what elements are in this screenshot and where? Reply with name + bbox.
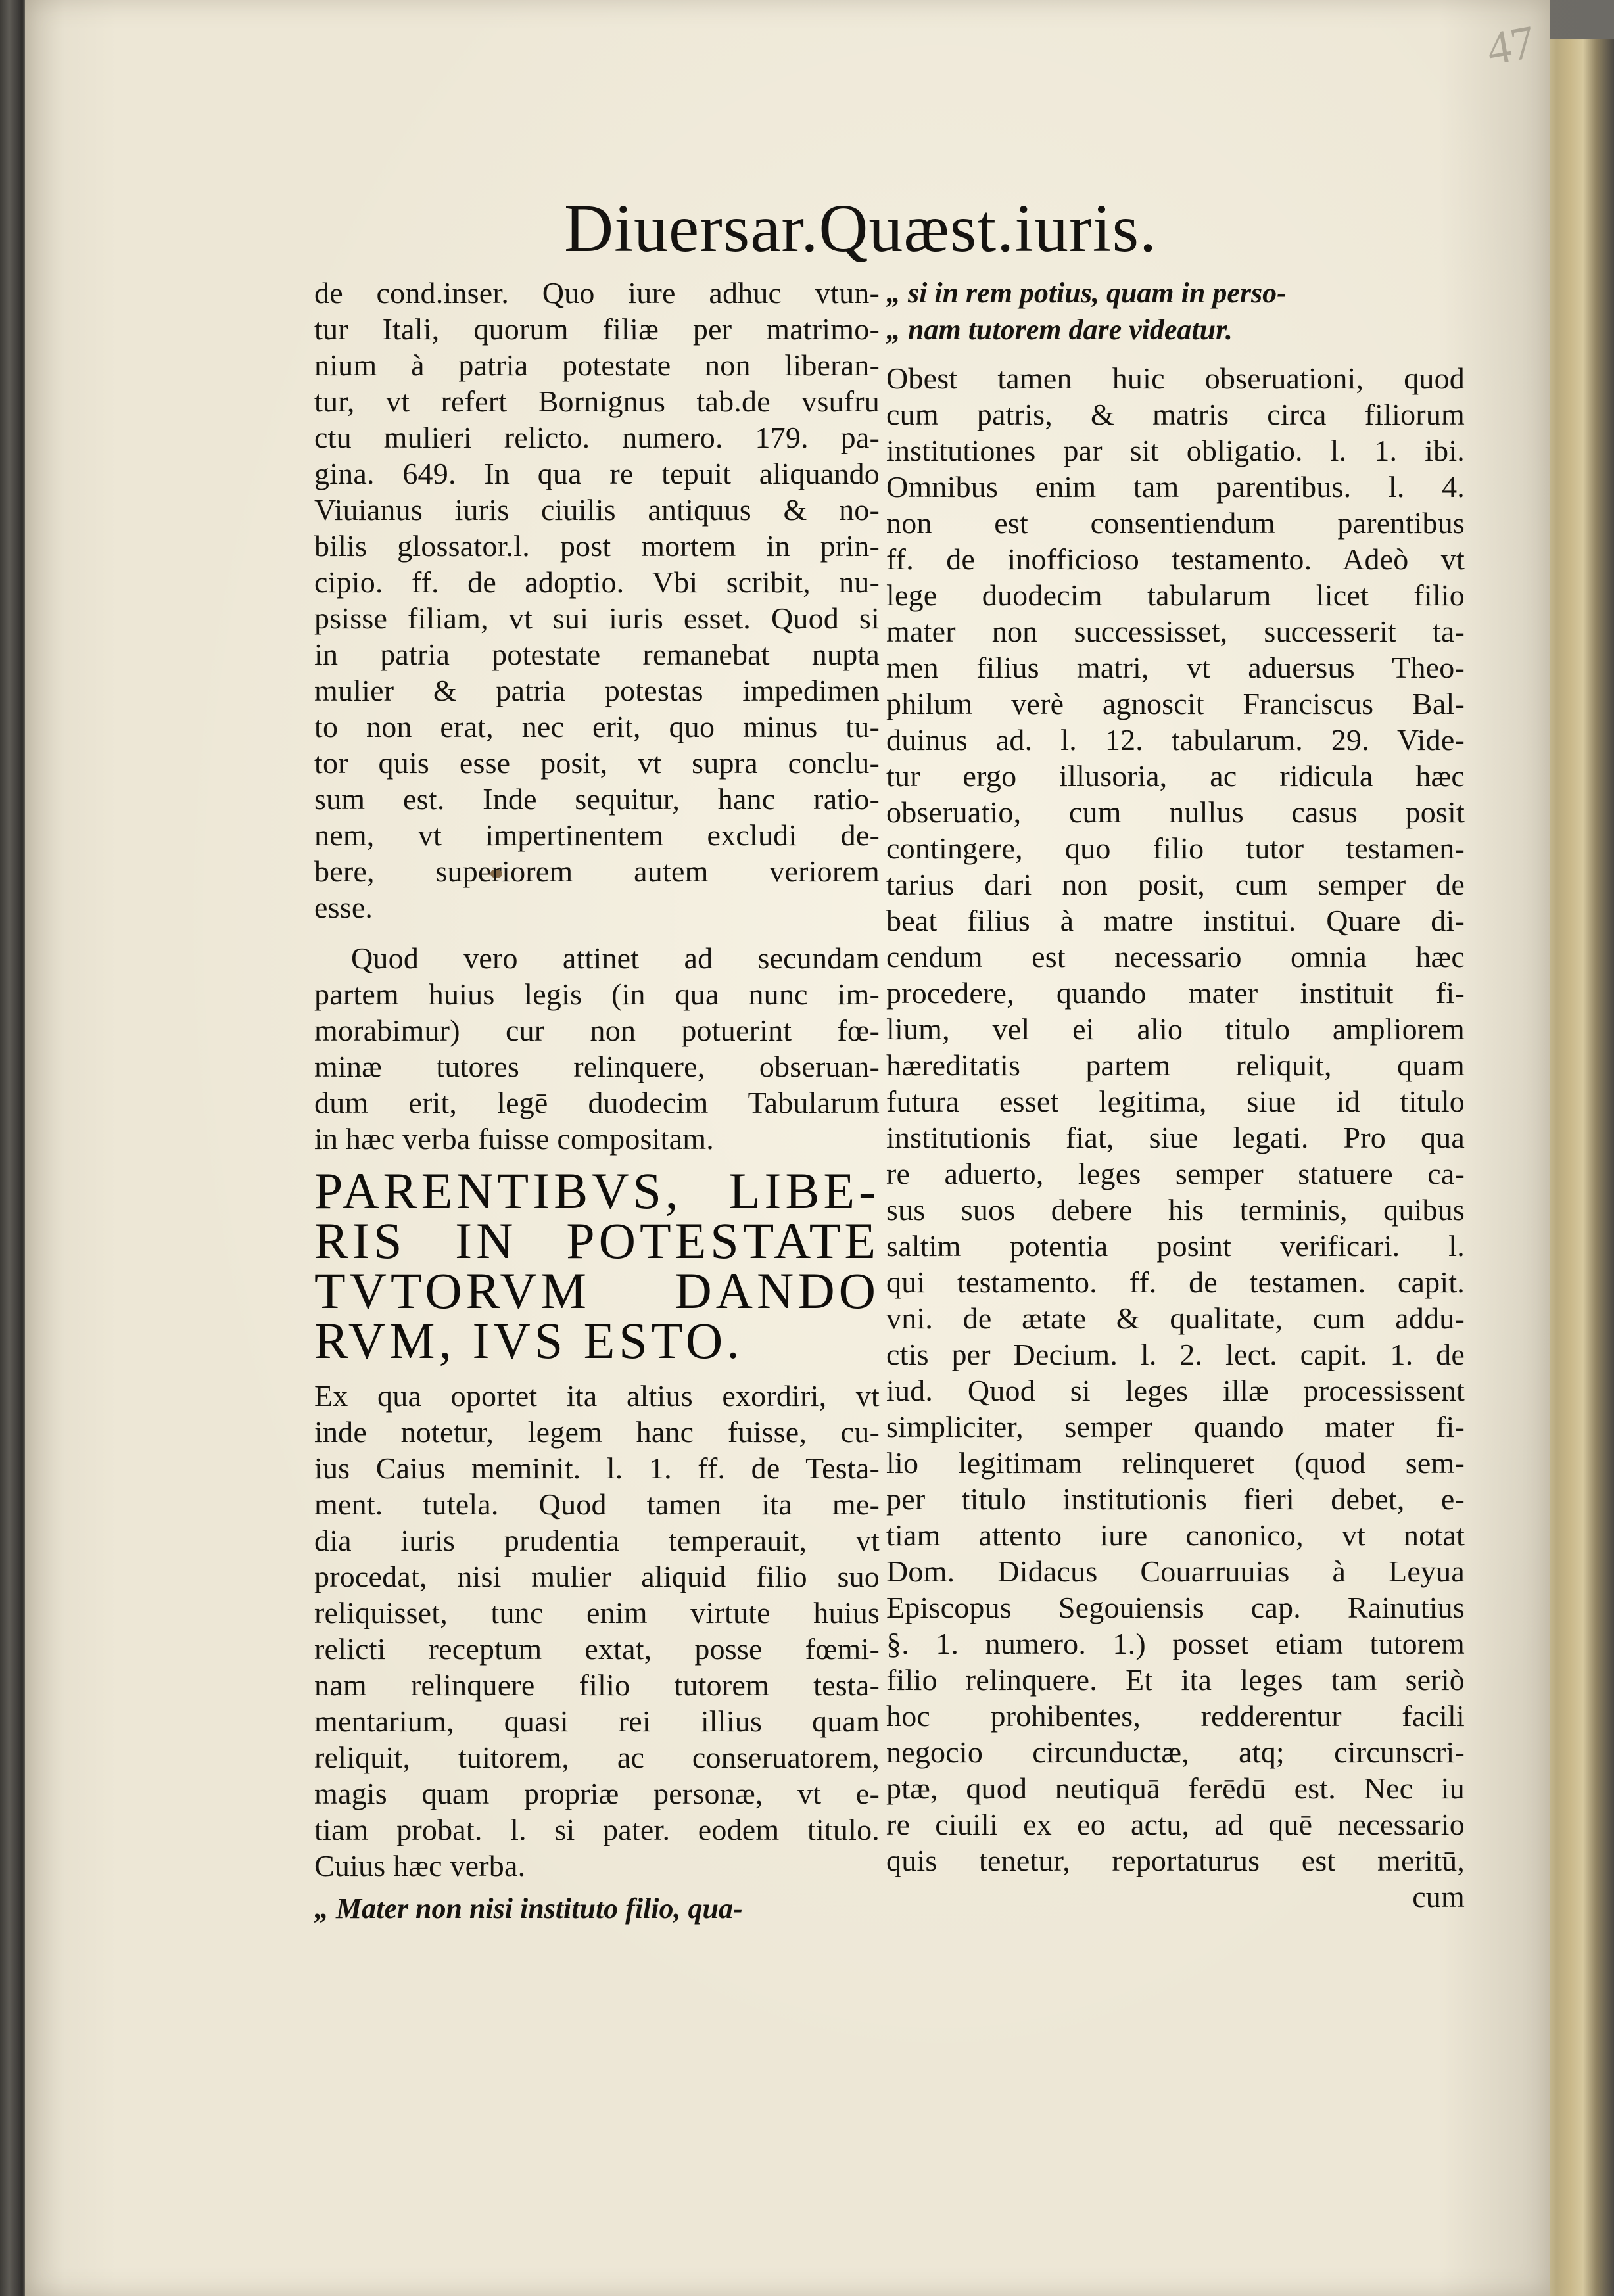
left-quote-line: „ Mater non nisi instituto filio, qua- xyxy=(314,1892,743,1925)
text-line: men filius matri, vt aduersus Theo- xyxy=(886,651,1465,684)
text-line: morabimur) cur non potuerint fœ- xyxy=(314,1014,880,1047)
text-line: duinus ad. l. 12. tabularum. 29. Vide- xyxy=(886,723,1465,757)
text-line: sum est. Inde sequitur, hanc ratio- xyxy=(314,782,880,816)
text-line: Cuius hæc verba. xyxy=(314,1849,526,1883)
text-line: Omnibus enim tam parentibus. l. 4. xyxy=(886,470,1465,504)
text-line: tarius dari non posit, cum semper de xyxy=(886,868,1465,901)
text-line: obseruatio, cum nullus casus posit xyxy=(886,795,1465,829)
text-line: cum patris, & matris circa filiorum xyxy=(886,398,1465,431)
text-line: procedat, nisi mulier aliquid filio suo xyxy=(314,1560,880,1593)
text-line: tur Itali, quorum filiæ per matrimo- xyxy=(314,312,880,346)
text-line: reliquit, tuitorem, ac conseruatorem, xyxy=(314,1741,880,1774)
text-line: Episcopus Segouiensis cap. Rainutius xyxy=(886,1591,1465,1624)
text-line: Dom. Didacus Couarruuias à Leyua xyxy=(886,1555,1465,1588)
text-line: ctis per Decium. l. 2. lect. capit. 1. de xyxy=(886,1338,1465,1371)
text-line: ment. tutela. Quod tamen ita me- xyxy=(314,1488,880,1521)
text-line: mentarium, quasi rei illius quam xyxy=(314,1704,880,1738)
text-line: tur ergo illusoria, ac ridicula hæc xyxy=(886,759,1465,793)
left-para-2 xyxy=(314,940,880,1157)
text-line: lium, vel ei alio titulo ampliorem xyxy=(886,1012,1465,1046)
text-line: in patria potestate remanebat nupta xyxy=(314,638,880,671)
text-line: tur, vt refert Bornignus tab.de vsufru xyxy=(314,385,880,418)
text-line: nam relinquere filio tutorem testa- xyxy=(314,1668,880,1702)
text-line: esse. xyxy=(314,891,373,924)
text-line: mater non successisset, successerit ta- xyxy=(886,615,1465,648)
book-page-edges xyxy=(1544,39,1614,2296)
text-line: inde notetur, legem hanc fuisse, cu- xyxy=(314,1415,880,1449)
text-line: cipio. ff. de adoptio. Vbi scribit, nu- xyxy=(314,565,880,599)
running-head: Diuersar.Quæst.iuris. xyxy=(564,191,1158,266)
text-line: quis tenetur, reportaturus est meritū, xyxy=(886,1844,1465,1877)
quote-line: „ nam tutorem dare videatur. xyxy=(886,314,1233,346)
heading-line: TVTORVM DANDO xyxy=(314,1262,880,1319)
text-line: nem, vt impertinentem excludi de- xyxy=(314,818,880,852)
text-line: re ciuili ex eo actu, ad quē necessario xyxy=(886,1808,1465,1841)
right-para-1 xyxy=(886,360,1465,1879)
text-line: negocio circunductæ, atq; circunscri- xyxy=(886,1735,1465,1769)
text-line: filio relinquere. Et ita leges tam seriò xyxy=(886,1663,1465,1697)
text-line: institutiones par sit obligatio. l. 1. ibi. xyxy=(886,434,1465,467)
text-line: dia iuris prudentia temperauit, vt xyxy=(314,1524,880,1557)
text-line: futura esset legitima, siue id titulo xyxy=(886,1085,1465,1118)
text-line: to non erat, nec erit, quo minus tu- xyxy=(314,710,880,743)
text-line: de cond.inser. Quo iure adhuc vtun- xyxy=(314,276,880,310)
text-line: contingere, quo filio tutor testamen- xyxy=(886,832,1465,865)
book-page xyxy=(25,0,1550,2296)
text-line: nium à patria potestate non liberan- xyxy=(314,348,880,382)
text-line: magis quam propriæ personæ, vt e- xyxy=(314,1777,880,1810)
text-line: in hæc verba fuisse compositam. xyxy=(314,1122,714,1156)
text-line: re aduerto, leges semper statuere ca- xyxy=(886,1157,1465,1190)
text-line: simpliciter, semper quando mater fi- xyxy=(886,1410,1465,1443)
law-heading xyxy=(314,1162,880,1369)
left-para-3 xyxy=(314,1378,880,1884)
text-line: bilis glossator.l. post mortem in prin- xyxy=(314,529,880,563)
text-line: minæ tutores relinquere, obseruan- xyxy=(314,1050,880,1083)
heading-line: RIS IN POTESTATE xyxy=(314,1212,880,1269)
text-line: §. 1. numero. 1.) posset etiam tutorem xyxy=(886,1627,1465,1660)
text-line: lio legitimam relinqueret (quod sem- xyxy=(886,1446,1465,1480)
text-line: lege duodecim tabularum licet filio xyxy=(886,578,1465,612)
text-line: qui testamento. ff. de testamen. capit. xyxy=(886,1265,1465,1299)
right-column xyxy=(886,275,1465,1915)
text-line: institutionis fiat, siue legati. Pro qua xyxy=(886,1121,1465,1154)
text-line: non est consentiendum parentibus xyxy=(886,506,1465,540)
text-line: tor quis esse posit, vt supra conclu- xyxy=(314,746,880,780)
right-quote xyxy=(886,275,1465,348)
text-line: sus suos debere his terminis, quibus xyxy=(886,1193,1465,1227)
text-line: Quod vero attinet ad secundam xyxy=(351,941,880,975)
catchword: cum xyxy=(1412,1880,1465,1913)
text-line: Ex qua oportet ita altius exordiri, vt xyxy=(314,1379,880,1413)
text-line: ctu mulieri relicto. numero. 179. pa- xyxy=(314,421,880,454)
text-line: beat filius à matre institui. Quare di- xyxy=(886,904,1465,937)
text-line: per titulo institutionis fieri debet, e- xyxy=(886,1482,1465,1516)
text-line: tiam attento iure canonico, vt notat xyxy=(886,1518,1465,1552)
text-line: Viuianus iuris ciuilis antiquus & no- xyxy=(314,493,880,527)
text-line: vni. de ætate & qualitate, cum addu- xyxy=(886,1301,1465,1335)
text-line: ius Caius meminit. l. 1. ff. de Testa- xyxy=(314,1451,880,1485)
text-line: ptæ, quod neutiquā ferēdū est. Nec iu xyxy=(886,1771,1465,1805)
heading-line: RVM, IVS ESTO. xyxy=(314,1312,744,1369)
text-line: iud. Quod si leges illæ processissent xyxy=(886,1374,1465,1407)
text-line: Obest tamen huic obseruationi, quod xyxy=(886,362,1465,395)
text-line: saltim potentia posint verificari. l. xyxy=(886,1229,1465,1263)
text-line: ff. de inofficioso testamento. Adeò vt xyxy=(886,542,1465,576)
text-line: procedere, quando mater instituit fi- xyxy=(886,976,1465,1010)
text-line: cendum est necessario omnia hæc xyxy=(886,940,1465,973)
text-line: dum erit, legē duodecim Tabularum xyxy=(314,1086,880,1119)
text-line: tiam probat. l. si pater. eodem titulo. xyxy=(314,1813,880,1846)
left-column xyxy=(314,275,880,1927)
text-line: partem huius legis (in qua nunc im- xyxy=(314,977,880,1011)
text-line: hæreditatis partem reliquit, quam xyxy=(886,1048,1465,1082)
text-line: hoc prohibentes, redderentur facili xyxy=(886,1699,1465,1733)
heading-line: PARENTIBVS, LIBE- xyxy=(314,1162,880,1219)
quote-line: „ si in rem potius, quam in perso- xyxy=(886,277,1287,309)
text-line: relicti receptum extat, posse fœmi- xyxy=(314,1632,880,1666)
text-line: reliquisset, tunc enim virtute huius xyxy=(314,1596,880,1629)
text-line: bere, superiorem autem veriorem xyxy=(314,855,880,888)
text-line: philum verè agnoscit Franciscus Bal- xyxy=(886,687,1465,720)
folio-number: 47 xyxy=(1483,15,1539,76)
text-line: psisse filiam, vt sui iuris esset. Quod si xyxy=(314,601,880,635)
text-line: mulier & patria potestas impedimen xyxy=(314,674,880,707)
text-line: gina. 649. In qua re tepuit aliquando xyxy=(314,457,880,490)
left-para-1 xyxy=(314,275,880,925)
